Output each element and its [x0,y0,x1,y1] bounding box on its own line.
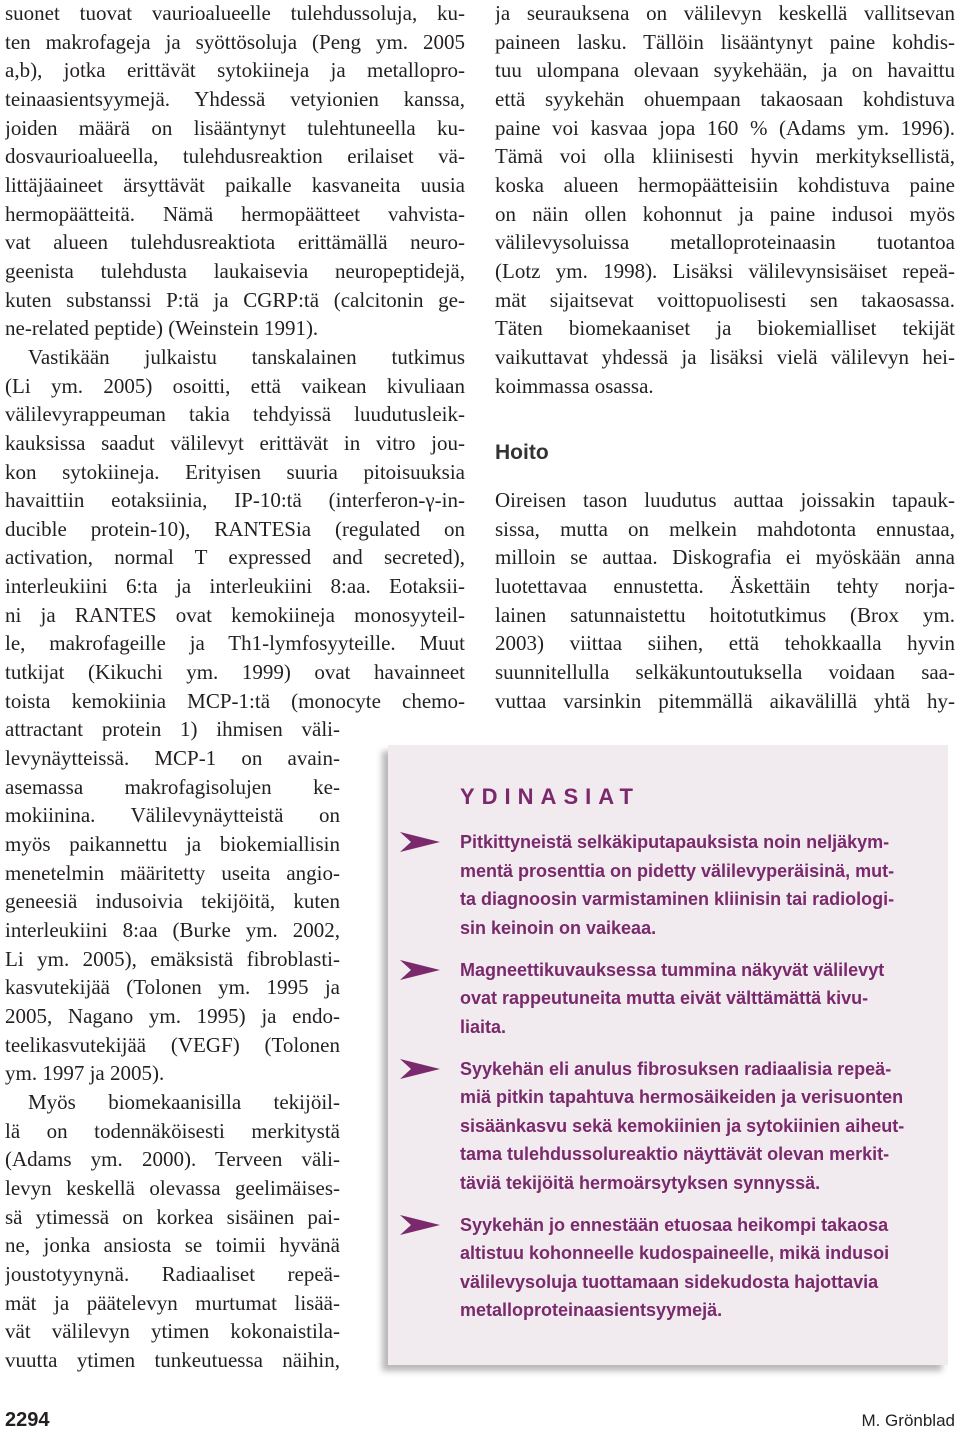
key-points-box [388,745,948,1365]
text-line: myös paikannettu ja biokemiallisin [5,832,340,857]
key-point-line: ta diagnoosin varmistaminen kliinisin tai radiologi- [460,889,895,909]
page-number: 2294 [5,1409,50,1431]
text-line: joustotyynynä. Radiaaliset repeä- [5,1261,340,1286]
arrow-bullet-icon [400,960,440,980]
text-line: vuutta ytimen tunkeutuessa näihin, [5,1347,340,1372]
text-line: ne, jonka ansiosta se toimii hyvänä [5,1233,340,1258]
text-line: tutkijat (Kikuchi ym. 1999) ovat havainneet [5,660,465,685]
key-point-line: sin keinoin on vaikeaa. [460,917,657,938]
text-line: teinaasientsyymejä. Yhdessä vetyionien kanssa, [5,86,465,111]
text-line: (Li ym. 2005) osoitti, että vaikean kivuliaan [5,373,465,398]
text-line: 2005, Nagano ym. 1995) ja endo- [5,1003,340,1028]
arrow-bullet-icon [400,832,440,852]
key-point-line: altistuu kohonneelle kudospaineelle, mikä indusoi [460,1243,890,1263]
key-point-line: metalloproteinaasientsyymejä. [460,1300,723,1320]
arrow-shape [400,960,440,980]
text-line: littäjäaineet ärsyttävät paikalle kasvaneita uusia [5,172,465,197]
text-line: suunnitellulla selkäkuntoutuksella voidaan saa- [495,659,955,684]
text-line: interleukiini 6:ta ja interleukiini 8:aa. Eotaksii- [5,574,465,599]
text-line: dosvaurioalueella, tulehdusreaktion erilaiset vä- [5,144,465,169]
text-line: levynäytteissä. MCP-1 on avain- [5,746,340,771]
text-line: Oireisen tason luudutus auttaa joissakin tapauk- [495,488,955,512]
key-point-item [388,956,948,1042]
text-line: että syykehän ohuempaan takaosaan kohdistuva [495,86,955,111]
arrow-shape [400,832,440,852]
text-line: mokiinina. Välilevynäytteistä on [5,803,340,828]
arrow-shape [400,1059,440,1079]
text-line: ym. 1997 ja 2005). [5,1061,165,1086]
section-heading: Hoito [495,441,549,464]
text-line: ja seurauksena on välilevyn keskellä vallitsevan [495,1,955,25]
text-line: ni ja RANTES ovat kemokiineja monosyyteil- [5,602,465,627]
text-line: kasvutekijää (Tolonen ym. 1995 ja [5,975,340,1000]
text-line: teelikasvutekijää (VEGF) (Tolonen [5,1032,340,1057]
paragraph [5,0,465,343]
text-line: Vastikään julkaistu tanskalainen tutkimus [28,344,465,369]
text-line: havaittiin eotaksiinia, IP-10:tä (interferon-γ-in- [5,488,465,513]
text-line: tuu ulompana olevaan syykehään, ja on havaittu [495,58,955,83]
text-line: vat alueen tulehdusreaktiota erittämällä neuro- [5,230,465,255]
key-point-line: Syykehän jo ennestään etuosaa heikompi takaosa [460,1214,889,1235]
text-line: välilevysoluissa metalloproteinaasin tuotantoa [495,230,955,255]
text-line: asemassa makrofagisolujen ke- [5,774,340,799]
text-line: Li ym. 2005), emäksistä fibroblasti- [5,946,340,971]
text-line: kon sytokiineja. Erityisen suuria pitoisuuksia [5,459,465,484]
text-line: luotettavaa ennustetta. Äskettäin tehty norja- [495,573,955,598]
text-line: sissa, mutta on melkein mahdotonta ennustaa, [495,516,955,541]
key-point-line: täviä tekijöitä hermoärsytyksen synnyssä. [460,1172,821,1193]
text-line: attractant protein 1) ihmisen väli- [5,717,340,742]
text-line: (Lotz ym. 1998). Lisäksi välilevynsisäiset repeä- [495,258,955,283]
text-line: geneesiä indusoivia tekijöitä, kuten [5,889,340,914]
text-line: ducible protein-10), RANTESia (regulated on [5,516,465,541]
text-line: paine voi kasvaa jopa 160 % (Adams ym. 1996). [495,115,955,140]
text-line: on näin ollen kohonnut ja paine indusoi myös [495,201,955,226]
author-name: M. Grönblad [861,1411,955,1430]
text-line: Tämä voi olla kliinisesti hyvin merkityksellistä, [495,144,955,169]
right-column [495,0,955,400]
key-point-line: mentä prosenttia on pidetty välilevyperäisinä, mut- [460,860,895,881]
text-line: (Adams ym. 2000). Terveen väli- [5,1147,340,1172]
text-line: le, makrofageille ja Th1-lymfosyyteille. Muut [5,631,465,656]
text-line: interleukiini 8:aa (Burke ym. 2002, [5,918,340,942]
text-line: toista kemokiinia MCP-1:tä (monocyte chemo- [5,688,465,713]
text-line: joiden määrä on lisääntynyt tulehtuneella ku- [5,115,465,140]
text-line: 2003) viittaa siihen, että tehokkaalla hyvin [495,631,955,656]
key-points-title: YDINASIAT [460,784,640,809]
text-line: lainen satunnaistettu hoitotutkimus (Brox ym. [495,602,955,627]
text-line: välilevyrappeuman takia tehdyissä luudutusleik- [5,402,465,427]
text-line: koska alueen hermopäätteisiin kohdistuva paine [495,172,955,197]
text-line: suonet tuovat vaurioalueelle tulehdussoluja, ku- [5,1,465,25]
key-point-line: sisäänkasvu sekä kemokiinien ja sytokiinien aiheut- [460,1115,905,1136]
key-point-line: Syykehän eli anulus fibrosuksen radiaalisia repeä- [460,1058,892,1079]
text-line: geenista tulehdusta laukaisevia neuropeptidejä, [5,258,465,283]
section-paragraph [495,486,955,715]
text-line: milloin se auttaa. Diskografia ei myöskään anna [495,545,955,570]
text-line: Täten biomekaaniset ja biokemialliset tekijät [495,316,955,341]
text-line: kauksissa saadut välilevyt erittävät in vitro jou- [5,430,465,455]
text-line: ten makrofageja ja syöttösoluja (Peng ym. 2005 [5,29,465,54]
text-line: koimmassa osassa. [495,373,654,398]
arrow-shape [400,1215,440,1235]
text-line: mät ja päätelevyn murtumat lisää- [5,1290,340,1315]
key-point-line: miä pitkin tapahtuva hermosäikeiden ja verisuonten [460,1087,904,1107]
text-line: ne-related peptide) (Weinstein 1991). [5,316,319,341]
paragraph [495,0,955,400]
key-point-line: ovat rappeutuneita mutta eivät välttämättä kivu- [460,988,869,1008]
key-point-line: välilevysoluja tuottamaan sidekudosta hajottavia [460,1271,879,1292]
text-line: kuten substanssi P:tä ja CGRP:tä (calcitonin ge- [5,287,465,312]
text-line: paineen lasku. Tällöin lisääntynyt paine kohdis- [495,29,955,54]
key-point-line: Pitkittyneistä selkäkiputapauksista noin neljäkym- [460,832,890,852]
key-point-item [388,1211,948,1325]
text-line: menetelmin määritetty useita angio- [5,860,340,885]
text-line: Myös biomekaanisilla tekijöil- [28,1089,340,1114]
key-point-line: liaita. [460,1016,507,1037]
text-line: a,b), jotka erittävät sytokiineja ja metallopro- [5,58,465,83]
text-line: activation, normal T expressed and secreted), [5,545,465,570]
key-points-list [388,828,948,1338]
text-line: levyn keskellä olevassa geelimäises- [5,1175,340,1200]
text-line: mät sijaitsevat voittopuolisesti sen takaosassa. [495,287,955,312]
text-line: lä on todennäköisesti merkitystä [5,1118,340,1143]
key-point-line: tama tulehdussolureaktio näyttävät olevan merkit- [460,1144,890,1164]
arrow-bullet-icon [400,1059,440,1079]
text-line: vät välilevyn ytimen kokonaistila- [5,1319,340,1344]
text-line: hermopäätteitä. Nämä hermopäätteet vahvista- [5,201,465,226]
text-line: vuttaa varsinkin pitemmällä aikavälillä yhtä hy- [495,688,955,713]
text-line: vaikuttavat yhdessä ja lisäksi vielä välilevyn hei- [495,344,955,369]
key-point-item [388,828,948,942]
key-point-line: Magneettikuvauksessa tummina näkyvät välilevyt [460,959,885,980]
key-point-item [388,1055,948,1198]
text-line: sä ytimessä on korkea sisäinen pai- [5,1204,340,1229]
arrow-bullet-icon [400,1215,440,1235]
